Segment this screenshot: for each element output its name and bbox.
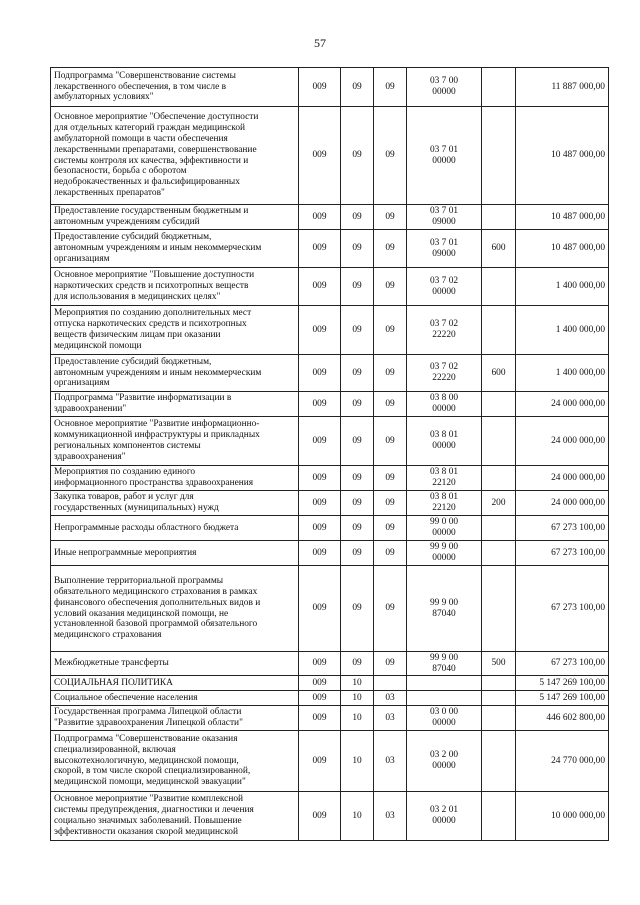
row-name-cell: Межбюджетные трансферты (51, 652, 299, 676)
ministry-code-cell: 009 (299, 731, 341, 792)
amount-cell: 5 147 269 100,00 (516, 691, 609, 706)
subsection-code-cell: 09 (374, 566, 407, 652)
subsection-code-cell: 03 (374, 706, 407, 731)
ministry-code-cell: 009 (299, 676, 341, 691)
section-code-cell: 09 (341, 541, 374, 566)
section-code-cell: 09 (341, 566, 374, 652)
target-article-cell: 03 7 00 00000 (407, 68, 482, 107)
page-number: 57 (314, 36, 326, 50)
subsection-code-cell (374, 676, 407, 691)
expense-type-cell (482, 392, 516, 417)
subsection-code-cell: 09 (374, 417, 407, 466)
subsection-code-cell: 09 (374, 107, 407, 205)
row-name-cell: Государственная программа Липецкой области "Развитие здравоохранения Липецкой области" (51, 706, 299, 731)
row-name-cell: Закупка товаров, работ и услуг для государственных (муниципальных) нужд (51, 491, 299, 516)
section-code-cell: 10 (341, 691, 374, 706)
amount-cell: 10 487 000,00 (516, 205, 609, 230)
target-article-cell: 03 2 00 00000 (407, 731, 482, 792)
row-name-cell: Мероприятия по созданию дополнительных мест отпуска наркотических средств и психотропных веществ физическим лицам при оказании медицинской помощи (51, 306, 299, 355)
subsection-code-cell: 09 (374, 68, 407, 107)
expense-type-cell (482, 306, 516, 355)
ministry-code-cell: 009 (299, 392, 341, 417)
amount-cell: 10 487 000,00 (516, 230, 609, 268)
table-row (51, 652, 609, 676)
ministry-code-cell: 009 (299, 417, 341, 466)
target-article-cell: 99 9 00 87040 (407, 566, 482, 652)
ministry-code-cell: 009 (299, 541, 341, 566)
target-article-cell: 03 7 01 09000 (407, 230, 482, 268)
row-name-cell: Предоставление субсидий бюджетным, автономным учреждениям и иным некоммерческим организациям (51, 355, 299, 392)
section-code-cell: 09 (341, 392, 374, 417)
target-article-cell: 03 8 01 00000 (407, 417, 482, 466)
table-row (51, 541, 609, 566)
section-code-cell: 10 (341, 792, 374, 841)
amount-cell: 67 273 100,00 (516, 566, 609, 652)
table-row (51, 691, 609, 706)
ministry-code-cell: 009 (299, 466, 341, 491)
expense-type-cell (482, 107, 516, 205)
subsection-code-cell: 09 (374, 652, 407, 676)
table-row (51, 68, 609, 107)
table-row (51, 676, 609, 691)
section-code-cell: 09 (341, 491, 374, 516)
target-article-cell: 99 9 00 87040 (407, 652, 482, 676)
budget-table (50, 67, 609, 841)
ministry-code-cell: 009 (299, 205, 341, 230)
amount-cell: 1 400 000,00 (516, 268, 609, 306)
section-code-cell: 09 (341, 516, 374, 541)
section-code-cell: 09 (341, 417, 374, 466)
amount-cell: 1 400 000,00 (516, 355, 609, 392)
target-article-cell (407, 691, 482, 706)
ministry-code-cell: 009 (299, 107, 341, 205)
row-name-cell: Подпрограмма "Развитие информатизации в здравоохранении" (51, 392, 299, 417)
section-code-cell: 10 (341, 731, 374, 792)
table-row (51, 792, 609, 841)
table-row (51, 268, 609, 306)
target-article-cell: 03 7 01 09000 (407, 205, 482, 230)
ministry-code-cell: 009 (299, 230, 341, 268)
expense-type-cell (482, 541, 516, 566)
row-name-cell: Основное мероприятие "Развитие комплексной системы предупреждения, диагностики и лечения социально значимых заболеваний. Повышение эффективности оказания скорой медицинской (51, 792, 299, 841)
ministry-code-cell: 009 (299, 355, 341, 392)
expense-type-cell (482, 731, 516, 792)
amount-cell: 5 147 269 100,00 (516, 676, 609, 691)
row-name-cell: Иные непрограммные мероприятия (51, 541, 299, 566)
expense-type-cell (482, 205, 516, 230)
expense-type-cell: 500 (482, 652, 516, 676)
expense-type-cell (482, 68, 516, 107)
section-code-cell: 09 (341, 107, 374, 205)
target-article-cell: 03 8 01 22120 (407, 491, 482, 516)
table-row (51, 566, 609, 652)
table-row (51, 731, 609, 792)
expense-type-cell (482, 792, 516, 841)
subsection-code-cell: 09 (374, 516, 407, 541)
target-article-cell: 03 7 02 00000 (407, 268, 482, 306)
section-code-cell: 09 (341, 306, 374, 355)
ministry-code-cell: 009 (299, 268, 341, 306)
table-row (51, 466, 609, 491)
subsection-code-cell: 03 (374, 731, 407, 792)
section-code-cell: 09 (341, 652, 374, 676)
ministry-code-cell: 009 (299, 566, 341, 652)
section-code-cell: 10 (341, 676, 374, 691)
target-article-cell: 03 8 01 22120 (407, 466, 482, 491)
amount-cell: 11 887 000,00 (516, 68, 609, 107)
section-code-cell: 10 (341, 706, 374, 731)
amount-cell: 1 400 000,00 (516, 306, 609, 355)
table-row (51, 706, 609, 731)
subsection-code-cell: 09 (374, 306, 407, 355)
row-name-cell: Выполнение территориальной программы обязательного медицинского страхования в рамках финансового обеспечения дополнительных видов и условий оказания медицинской помощи, не установленной базовой программой обязательного медицинского страхования (51, 566, 299, 652)
row-name-cell: Предоставление государственным бюджетным и автономным учреждениям субсидий (51, 205, 299, 230)
subsection-code-cell: 09 (374, 491, 407, 516)
subsection-code-cell: 09 (374, 268, 407, 306)
expense-type-cell: 200 (482, 491, 516, 516)
section-code-cell: 09 (341, 68, 374, 107)
amount-cell: 24 000 000,00 (516, 491, 609, 516)
subsection-code-cell: 09 (374, 230, 407, 268)
target-article-cell: 03 8 00 00000 (407, 392, 482, 417)
section-code-cell: 09 (341, 230, 374, 268)
target-article-cell: 03 2 01 00000 (407, 792, 482, 841)
ministry-code-cell: 009 (299, 691, 341, 706)
section-code-cell: 09 (341, 466, 374, 491)
table-row (51, 491, 609, 516)
subsection-code-cell: 09 (374, 205, 407, 230)
amount-cell: 10 000 000,00 (516, 792, 609, 841)
amount-cell: 67 273 100,00 (516, 516, 609, 541)
row-name-cell: Предоставление субсидий бюджетным, автономным учреждениям и иным некоммерческим организациям (51, 230, 299, 268)
subsection-code-cell: 09 (374, 392, 407, 417)
expense-type-cell (482, 268, 516, 306)
target-article-cell: 03 0 00 00000 (407, 706, 482, 731)
target-article-cell: 03 7 01 00000 (407, 107, 482, 205)
row-name-cell: Основное мероприятие "Повышение доступности наркотических средств и психотропных веществ для использования в медицинских целях" (51, 268, 299, 306)
amount-cell: 446 602 800,00 (516, 706, 609, 731)
ministry-code-cell: 009 (299, 652, 341, 676)
row-name-cell: Социальное обеспечение населения (51, 691, 299, 706)
target-article-cell: 99 0 00 00000 (407, 516, 482, 541)
amount-cell: 67 273 100,00 (516, 652, 609, 676)
table-row (51, 392, 609, 417)
row-name-cell: Основное мероприятие "Развитие информационно- коммуникационной инфраструктуры и прикладных региональных компонентов системы здравоохранения" (51, 417, 299, 466)
section-code-cell: 09 (341, 268, 374, 306)
ministry-code-cell: 009 (299, 306, 341, 355)
ministry-code-cell: 009 (299, 491, 341, 516)
row-name-cell: Основное мероприятие "Обеспечение доступности для отдельных категорий граждан медицинской амбулаторной помощи в части обеспечения лекарственными препаратами, совершенствование системы контроля их качества, эффективности и безопасности, борьба с оборотом недоброкачественных и фальсифицированных лекарственных препаратов" (51, 107, 299, 205)
amount-cell: 24 000 000,00 (516, 417, 609, 466)
table-row (51, 306, 609, 355)
table-row (51, 107, 609, 205)
table-row (51, 417, 609, 466)
amount-cell: 10 487 000,00 (516, 107, 609, 205)
subsection-code-cell: 09 (374, 466, 407, 491)
row-name-cell: СОЦИАЛЬНАЯ ПОЛИТИКА (51, 676, 299, 691)
ministry-code-cell: 009 (299, 706, 341, 731)
subsection-code-cell: 03 (374, 691, 407, 706)
expense-type-cell (482, 691, 516, 706)
table-row (51, 516, 609, 541)
section-code-cell: 09 (341, 205, 374, 230)
expense-type-cell (482, 676, 516, 691)
subsection-code-cell: 09 (374, 355, 407, 392)
table-row (51, 205, 609, 230)
table-row (51, 355, 609, 392)
section-code-cell: 09 (341, 355, 374, 392)
target-article-cell: 99 9 00 00000 (407, 541, 482, 566)
expense-type-cell (482, 566, 516, 652)
row-name-cell: Подпрограмма "Совершенствование оказания специализированной, включая высокотехнологичную, медицинской помощи, скорой, в том числе скорой специализированной, медицинской помощи, медицинской эвакуации" (51, 731, 299, 792)
subsection-code-cell: 03 (374, 792, 407, 841)
ministry-code-cell: 009 (299, 792, 341, 841)
expense-type-cell (482, 706, 516, 731)
row-name-cell: Непрограммные расходы областного бюджета (51, 516, 299, 541)
expense-type-cell: 600 (482, 355, 516, 392)
expense-type-cell (482, 466, 516, 491)
ministry-code-cell: 009 (299, 516, 341, 541)
amount-cell: 24 000 000,00 (516, 466, 609, 491)
target-article-cell: 03 7 02 22220 (407, 355, 482, 392)
expense-type-cell: 600 (482, 230, 516, 268)
budget-table-body (51, 68, 609, 841)
amount-cell: 24 770 000,00 (516, 731, 609, 792)
target-article-cell: 03 7 02 22220 (407, 306, 482, 355)
amount-cell: 24 000 000,00 (516, 392, 609, 417)
table-row (51, 230, 609, 268)
expense-type-cell (482, 516, 516, 541)
row-name-cell: Мероприятия по созданию единого информационного пространства здравоохранения (51, 466, 299, 491)
target-article-cell (407, 676, 482, 691)
subsection-code-cell: 09 (374, 541, 407, 566)
amount-cell: 67 273 100,00 (516, 541, 609, 566)
expense-type-cell (482, 417, 516, 466)
row-name-cell: Подпрограмма "Совершенствование системы лекарственного обеспечения, в том числе в амбулаторных условиях" (51, 68, 299, 107)
ministry-code-cell: 009 (299, 68, 341, 107)
